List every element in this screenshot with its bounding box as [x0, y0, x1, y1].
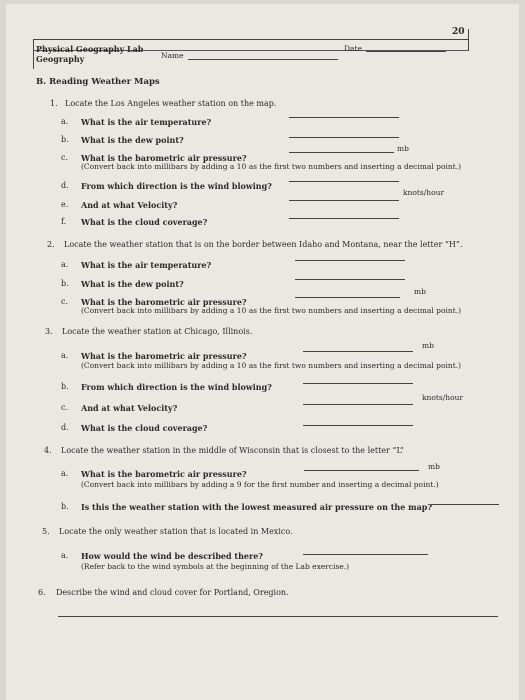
q4-number: 4.: [44, 446, 52, 455]
date-field[interactable]: [366, 51, 446, 52]
header-border-left: [33, 39, 34, 69]
q1b-answer-line[interactable]: [289, 137, 399, 138]
course-subtitle: Geography: [36, 54, 85, 64]
q3b-answer-line[interactable]: [303, 383, 413, 384]
q5a-note: (Refer back to the wind symbols at the beginning of the Lab exercise.): [81, 562, 350, 571]
course-title: Physical Geography Lab: [36, 44, 144, 54]
q3c-letter: c.: [61, 403, 69, 412]
q3c-answer-line[interactable]: [303, 404, 413, 405]
section-title: B. Reading Weather Maps: [36, 77, 160, 87]
q1b-letter: b.: [61, 135, 69, 144]
q3c-unit: knots/hour: [422, 393, 464, 402]
q4a-answer-line[interactable]: [304, 470, 419, 471]
q3d-letter: d.: [61, 423, 69, 432]
q4b-answer-line[interactable]: [431, 504, 499, 505]
q1a-text: What is the air temperature?: [81, 117, 212, 127]
q1f-answer-line[interactable]: [289, 218, 399, 219]
q4b-text: Is this the weather station with the lowest measured air pressure on the map?: [81, 502, 433, 512]
q1-number: 1.: [50, 99, 58, 108]
q5-text: Locate the only weather station that is located in Mexico.: [59, 527, 293, 536]
q1d-text: From which direction is the wind blowing?: [81, 181, 272, 191]
q2c-unit: mb: [414, 287, 426, 296]
header-border-top: [33, 39, 468, 40]
q1e-text: And at what Velocity?: [81, 200, 178, 210]
q2c-text: What is the barometric air pressure?: [81, 297, 247, 307]
q4a-note: (Convert back into millibars by adding a 9 for the first number and inserting a decimal point.): [81, 480, 439, 489]
q1c-answer-line[interactable]: [289, 152, 394, 153]
q1a-letter: a.: [61, 117, 69, 126]
q2-number: 2.: [47, 240, 55, 249]
q2c-letter: c.: [61, 297, 69, 306]
q4b-letter: b.: [61, 502, 69, 511]
date-label: Date: [344, 44, 362, 53]
q3a-unit: mb: [422, 341, 434, 350]
name-field[interactable]: [188, 59, 338, 60]
q1e-unit: knots/hour: [403, 188, 445, 197]
header-border-right: [468, 29, 469, 51]
q5a-letter: a.: [61, 551, 69, 560]
q4a-letter: a.: [61, 469, 69, 478]
q6-number: 6.: [38, 588, 46, 597]
worksheet-page: [6, 4, 519, 700]
q2a-text: What is the air temperature?: [81, 260, 212, 270]
q3-text: Locate the weather station at Chicago, Illinois.: [62, 327, 253, 336]
q1c-letter: c.: [61, 153, 69, 162]
q1e-answer-line[interactable]: [289, 200, 399, 201]
page-number: 20: [452, 27, 465, 37]
q3c-text: And at what Velocity?: [81, 403, 178, 413]
q3d-answer-line[interactable]: [303, 425, 413, 426]
q4a-text: What is the barometric air pressure?: [81, 469, 247, 479]
q3a-text: What is the barometric air pressure?: [81, 351, 247, 361]
q1c-text: What is the barometric air pressure?: [81, 153, 247, 163]
q2b-letter: b.: [61, 279, 69, 288]
q2a-letter: a.: [61, 260, 69, 269]
q5-number: 5.: [42, 527, 50, 536]
q4a-unit: mb: [428, 462, 440, 471]
q1d-letter: d.: [61, 181, 69, 190]
q3-number: 3.: [45, 327, 53, 336]
q2-text: Locate the weather station that is on the border between Idaho and Montana, near the letter “H”.: [64, 240, 463, 249]
q1f-letter: f.: [61, 217, 67, 226]
q3d-text: What is the cloud coverage?: [81, 423, 208, 433]
q3a-answer-line[interactable]: [303, 351, 413, 352]
q2a-answer-line[interactable]: [295, 260, 405, 261]
q1-text: Locate the Los Angeles weather station on the map.: [65, 99, 277, 108]
q1d-answer-line[interactable]: [289, 181, 399, 182]
q2b-text: What is the dew point?: [81, 279, 184, 289]
q2c-answer-line[interactable]: [295, 297, 400, 298]
q6-answer-line[interactable]: [58, 616, 498, 617]
q1c-note: (Convert back into millibars by adding a 10 as the first two numbers and inserting a decimal point.): [81, 162, 462, 171]
q1c-unit: mb: [397, 144, 409, 153]
q3a-letter: a.: [61, 351, 69, 360]
q3b-text: From which direction is the wind blowing?: [81, 382, 272, 392]
name-label: Name: [161, 51, 184, 60]
q3a-note: (Convert back into millibars by adding a 10 as the first two numbers and inserting a decimal point.): [81, 361, 462, 370]
q2c-note: (Convert back into millibars by adding a 10 as the first two numbers and inserting a decimal point.): [81, 306, 462, 315]
q2b-answer-line[interactable]: [295, 279, 405, 280]
q3b-letter: b.: [61, 382, 69, 391]
q5a-answer-line[interactable]: [303, 554, 428, 555]
q1e-letter: e.: [61, 200, 69, 209]
q1f-text: What is the cloud coverage?: [81, 217, 208, 227]
q1b-text: What is the dew point?: [81, 135, 184, 145]
q6-text: Describe the wind and cloud cover for Portland, Oregion.: [56, 588, 289, 597]
q4-text: Locate the weather station in the middle of Wisconsin that is closest to the letter “L”: [61, 446, 404, 455]
q1a-answer-line[interactable]: [289, 117, 399, 118]
q5a-text: How would the wind be described there?: [81, 551, 263, 561]
